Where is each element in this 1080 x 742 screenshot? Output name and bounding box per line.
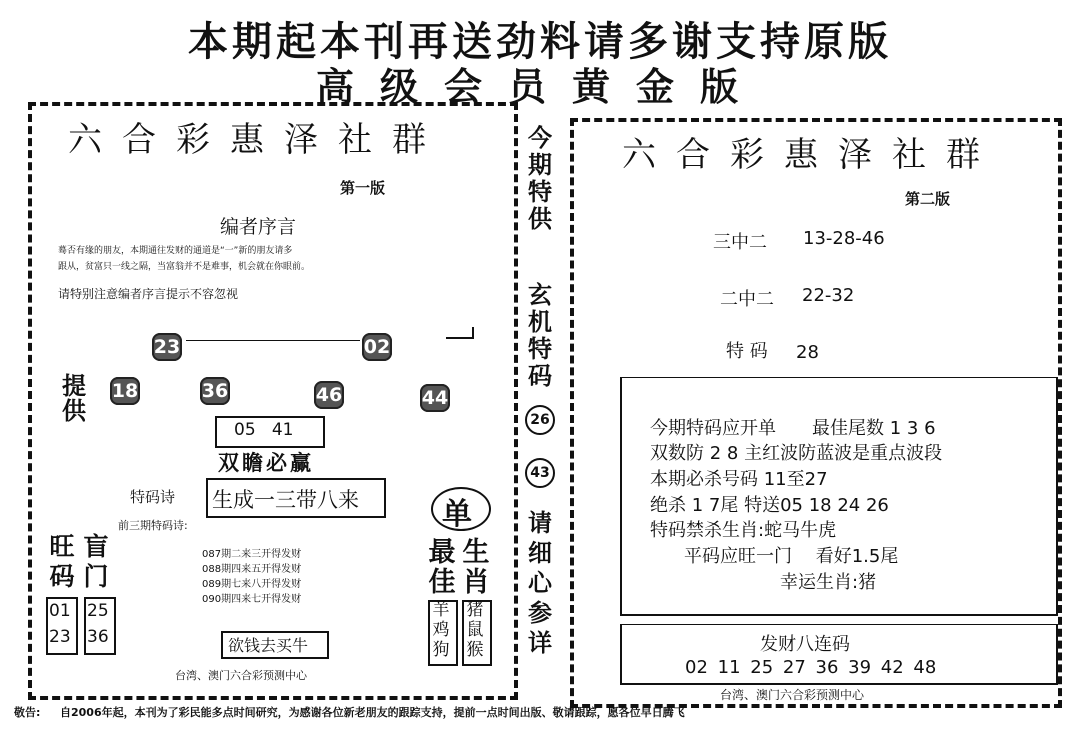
info-line-6: 平码应旺一门 看好1.5尾 <box>684 546 899 567</box>
bracket-mark <box>446 327 474 339</box>
san-label: 三中二 <box>713 232 767 253</box>
wang-num-2: 23 <box>49 627 71 647</box>
history-1: 087期二来三开得发财 <box>202 549 302 560</box>
divider-line <box>186 340 360 341</box>
wang-num-1: 01 <box>49 601 71 621</box>
mang-num-1: 25 <box>87 601 109 621</box>
ball-row-2: 36 <box>200 377 230 405</box>
ball-top-2: 02 <box>362 333 392 361</box>
er-value: 22-32 <box>802 285 855 306</box>
info-line-2: 双数防 2 8 主红波防蓝波是重点波段 <box>650 443 943 464</box>
wang-label: 旺码 <box>49 532 75 591</box>
middle-bottom: 请细心参详 <box>528 509 552 657</box>
eight-numbers: 02 11 25 27 36 39 42 48 <box>685 657 937 678</box>
header-line-1: 本期起本刊再送劲料请多谢支持原版 <box>188 19 892 65</box>
preface-line-1: 蓦否有缘的朋友，本期通往发财的通道是“一”新的朋友请多 <box>58 246 293 256</box>
er-label: 二中二 <box>720 289 774 310</box>
preface-notice: 请特别注意编者序言提示不容忽视 <box>58 287 239 301</box>
preface-line-2: 跟从，贫富只一线之隔，当富翁并不是难事，机会就在你眼前。 <box>58 262 311 272</box>
middle-mid: 玄机特码 <box>528 281 552 390</box>
header-line-2: 高级会员黄金版 <box>315 65 764 109</box>
middle-top: 今期特供 <box>528 124 552 233</box>
te-label: 特 码 <box>726 341 768 362</box>
dan-text: 单 <box>442 497 472 532</box>
provide-label: 提供 <box>62 372 86 425</box>
info-line-3: 本期必杀号码 11至27 <box>650 469 828 490</box>
left-edition: 第一版 <box>340 179 386 197</box>
left-title: 六合彩惠泽社群 <box>68 120 446 160</box>
preface-title: 编者序言 <box>220 216 297 238</box>
ball-row-1: 18 <box>110 377 140 405</box>
eight-title: 发财八连码 <box>760 634 850 655</box>
history-3: 089期七来八开得发财 <box>202 579 302 590</box>
zodiac-left: 羊鸡狗 <box>432 600 450 660</box>
zodiac-right: 猪鼠猴 <box>466 600 484 660</box>
bottom-box-text: 欲钱去买牛 <box>228 636 309 655</box>
right-edition: 第二版 <box>905 190 951 208</box>
info-line-1: 今期特码应开单 最佳尾数 1 3 6 <box>650 418 936 439</box>
history-4: 090期四来七开得发财 <box>202 594 302 605</box>
te-value: 28 <box>796 342 819 363</box>
info-line-5: 特码禁杀生肖:蛇马牛虎 <box>650 520 837 541</box>
mang-num-2: 36 <box>87 627 109 647</box>
info-line-7: 幸运生肖:猪 <box>780 572 877 593</box>
history-2: 088期四来五开得发财 <box>202 564 302 575</box>
poem-label: 特码诗 <box>130 488 176 506</box>
ball-top-1: 23 <box>152 333 182 361</box>
right-title: 六合彩惠泽社群 <box>622 135 1000 175</box>
prev-poems-label: 前三期特码诗: <box>118 519 188 532</box>
ball-row-3: 46 <box>314 381 344 409</box>
middle-num-2: 43 <box>525 458 555 488</box>
shengxiao-label: 生肖 <box>462 537 490 598</box>
best-label: 最佳 <box>428 537 456 598</box>
mang-label: 盲门 <box>83 532 109 591</box>
ball-row-4: 44 <box>420 384 450 412</box>
left-center: 台湾、澳门六合彩预测中心 <box>175 669 307 682</box>
slogan: 双瞻必赢 <box>218 451 314 475</box>
footer-label: 敬告: <box>14 706 41 719</box>
footer-text: 自2006年起，本刊为了彩民能多点时间研究，为感谢各位新老朋友的跟踪支持，提前一点时间出版、敬请跟踪，愿各位早日腾飞 <box>60 706 685 719</box>
right-center: 台湾、澳门六合彩预测中心 <box>720 688 865 702</box>
san-value: 13-28-46 <box>803 228 885 249</box>
pair-numbers: 05 41 <box>234 420 294 440</box>
info-line-4: 绝杀 1 7尾 特送05 18 24 26 <box>650 495 889 516</box>
poem-text: 生成一三带八来 <box>212 488 359 512</box>
middle-num-1: 26 <box>525 405 555 435</box>
